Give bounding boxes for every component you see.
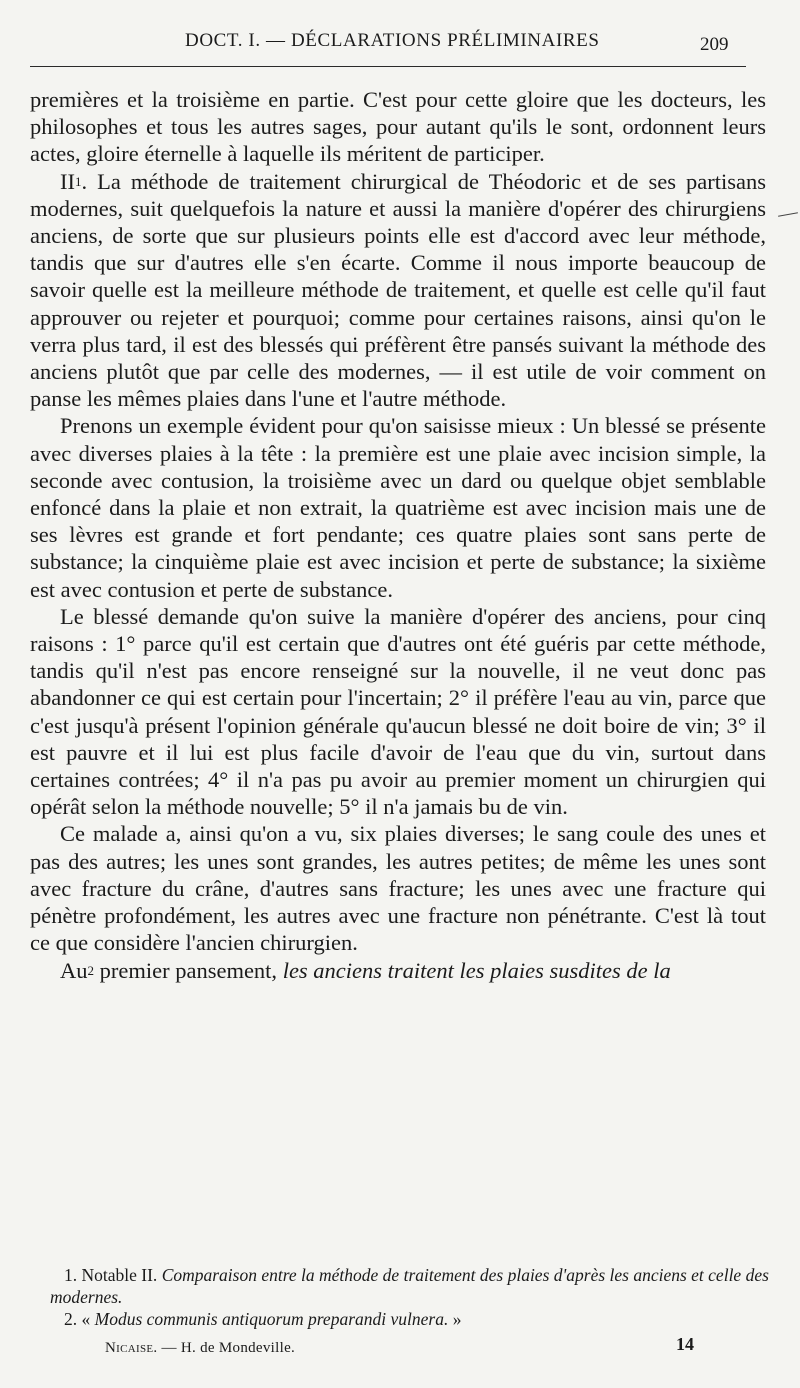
footnote-2-label: 2. «	[64, 1309, 91, 1329]
body-text	[30, 86, 766, 984]
footnote-ref-1: 1	[75, 173, 82, 189]
signature-work: H. de Mondeville.	[180, 1340, 296, 1356]
running-title: DOCT. I. — DÉCLARATIONS PRÉLIMINAIRES	[185, 30, 600, 51]
paragraph-2-text: . La méthode de traitement chirurgical de Théodoric et de ses partisans modernes, suit quelquefois la nature et aussi la manière d'opérer des chirurgiens anciens, de sorte que sur plusieurs points elle est d'accord avec leur méthode, tandis que sur d'autres elle s'en écarte. Comme il nous importe beaucoup de savoir quelle est la meilleure méthode de traitement, et quelle est celle qu'il faut approuver ou rejeter et pourquoi; comme pour certaines raisons, ainsi qu'on le verra plus tard, il est des blessés qui préfèrent être pansés suivant la méthode des anciens plutôt que par celle des modernes, — il est utile de voir comment on panse les mêmes plaies dans l'une et l'autre méthode.	[30, 168, 766, 412]
footnote-1	[50, 1264, 770, 1308]
footnote-1-label: 1. Notable II.	[64, 1265, 158, 1285]
page-number: 209	[700, 34, 729, 55]
footnote-2-text: Modus communis antiquorum preparandi vulnera.	[94, 1309, 449, 1329]
paragraph-4: Le blessé demande qu'on suive la manière d'opérer des anciens, pour cinq raisons : 1° parce qu'il est certain que d'autres ont été guéris par cette méthode, tandis qu'il n'est pas encore renseigné sur la nouvelle, il ne veut donc pas abandonner ce qui est certain pour l'incertain; 2° il préfère l'eau au vin, parce que c'est jusqu'à présent l'opinion générale qu'aucun blessé ne doit boire de vin; 3° il est pauvre et il lui est plus facile d'avoir de l'eau que du vin, surtout dans certaines contrées; 4° il n'a pas pu avoir au premier moment un chirurgien qui opérât selon la méthode nouvelle; 5° il n'a jamais bu de vin.	[30, 603, 766, 820]
signature-dash: —	[157, 1340, 181, 1356]
margin-mark	[778, 212, 798, 216]
paragraph-1: premières et la troisième en partie. C'est pour cette gloire que les docteurs, les philosophes et tous les autres sages, pour autant qu'ils le sont, ordonnent leurs actes, gloire éternelle à laquelle ils méritent de participer.	[30, 87, 766, 167]
paragraph-2	[30, 168, 766, 413]
paragraph-3: Prenons un exemple évident pour qu'on saisisse mieux : Un blessé se présente avec diverses plaies à la tête : la première est une plaie avec incision simple, la seconde avec contusion, la troisième avec un dard ou quelque objet semblable enfoncé dans la plaie et non extrait, la quatrième est avec incision mais une de ses lèvres est grande et fort pendante; ces quatre plaies sont sans perte de substance; la cinquième plaie est avec incision et perte de substance; la sixième est avec contusion et perte de substance.	[30, 413, 766, 602]
paragraph-6-start: Au	[60, 957, 88, 983]
paragraph-2-number: II	[60, 168, 75, 194]
running-head	[0, 24, 800, 64]
header-rule	[30, 66, 746, 67]
paragraph-6-mid: premier pansement,	[94, 957, 283, 983]
paragraph-6	[30, 957, 766, 984]
footnote-2-close: »	[452, 1309, 462, 1329]
footnote-2	[50, 1308, 770, 1330]
footnote-ref-2: 2	[87, 962, 94, 978]
printer-signature	[105, 1340, 295, 1357]
signature-number: 14	[676, 1334, 694, 1354]
paragraph-5: Ce malade a, ainsi qu'on a vu, six plaies diverses; le sang coule des unes et pas des autres; les unes sont grandes, les autres petites; de même les unes sont avec fracture du crâne, d'autres sans fracture; les unes avec une fracture qui pénètre profondément, les autres avec une fracture non pénétrante. C'est là tout ce que considère l'ancien chirurgien.	[30, 821, 766, 956]
paragraph-6-italic: les anciens traitent les plaies susdites de la	[282, 957, 671, 983]
signature-author: Nicaise.	[105, 1340, 158, 1356]
footnotes	[50, 1264, 770, 1330]
footnote-1-text: Comparaison entre la méthode de traitement des plaies d'après les anciens et celle des modernes.	[50, 1265, 769, 1307]
